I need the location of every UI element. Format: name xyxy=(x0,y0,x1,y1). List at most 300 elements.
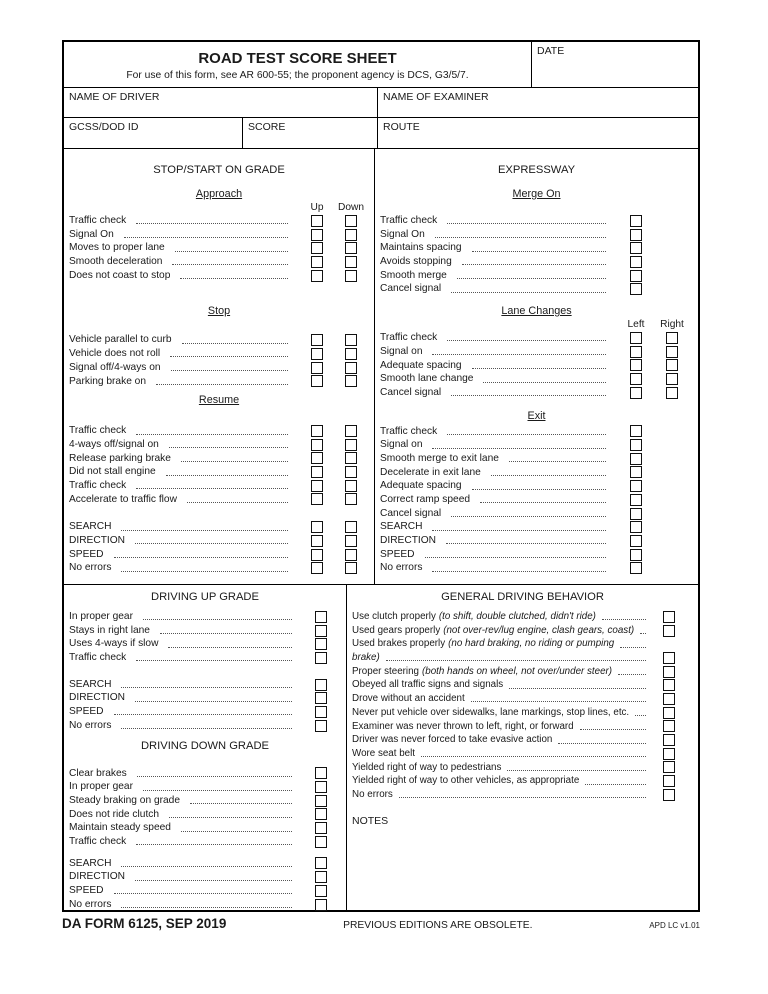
checkbox-down[interactable] xyxy=(345,493,357,505)
checkbox-slot xyxy=(334,229,368,241)
checkbox-slot xyxy=(334,466,368,478)
checkbox[interactable] xyxy=(630,439,642,451)
checkbox-slot xyxy=(304,679,338,691)
checkbox[interactable] xyxy=(315,767,327,779)
item-text: No errors xyxy=(352,788,393,800)
item-label: SEARCH xyxy=(69,678,112,690)
section-title: EXPRESSWAY xyxy=(497,164,576,176)
dotted-leader xyxy=(135,543,288,544)
item-label: Uses 4-ways if slow xyxy=(69,638,159,650)
item-label: Signal On xyxy=(69,228,114,240)
item-label: SPEED xyxy=(69,706,104,718)
checkbox-slot xyxy=(300,521,334,533)
dotted-leader xyxy=(580,729,646,730)
notes-area[interactable] xyxy=(347,828,698,912)
checkbox-slot xyxy=(334,425,368,437)
checkbox-down[interactable] xyxy=(345,562,357,574)
item-label: SPEED xyxy=(380,548,415,560)
item-label: Does not coast to stop xyxy=(69,269,171,281)
checkbox-right[interactable] xyxy=(666,346,678,358)
checkbox-up[interactable] xyxy=(311,521,323,533)
checkbox-up[interactable] xyxy=(311,242,323,254)
checklist-row xyxy=(64,884,346,898)
dotted-leader xyxy=(114,893,292,894)
checkbox-slot xyxy=(618,480,654,492)
checkbox-down[interactable] xyxy=(345,362,357,374)
checkbox-left[interactable] xyxy=(630,332,642,344)
item-label: Clear brakes xyxy=(69,767,127,779)
checkbox[interactable] xyxy=(315,885,327,897)
checkbox-slot xyxy=(304,692,338,704)
dotted-leader xyxy=(135,701,292,702)
dotted-leader xyxy=(471,701,646,702)
checklist-row xyxy=(64,624,346,638)
checkbox-slot xyxy=(618,466,654,478)
checkbox[interactable] xyxy=(663,693,675,705)
checkbox-down[interactable] xyxy=(345,270,357,282)
checkbox[interactable] xyxy=(663,761,675,773)
checklist-row xyxy=(375,282,698,296)
checkbox[interactable] xyxy=(315,679,327,691)
section-general-driving-behavior xyxy=(347,585,698,911)
checkbox-slot xyxy=(300,439,334,451)
item-label xyxy=(352,747,415,761)
form-number: DA FORM 6125, SEP 2019 xyxy=(62,916,227,931)
checklist-row xyxy=(375,372,698,386)
dotted-leader xyxy=(432,530,606,531)
checklist-row xyxy=(375,479,698,493)
checklist-row xyxy=(64,691,346,705)
checkbox-slot xyxy=(334,270,368,282)
checklist-row xyxy=(64,534,374,548)
item-label: Traffic check xyxy=(380,215,438,226)
item-text: Used gears properly xyxy=(352,624,441,636)
checklist-row xyxy=(375,345,698,359)
checkbox-slot xyxy=(618,453,654,465)
checkbox[interactable] xyxy=(315,899,327,911)
item-label: SPEED xyxy=(69,885,104,896)
item-label: DIRECTION xyxy=(380,535,437,547)
checkbox-up[interactable] xyxy=(311,375,323,387)
dotted-leader xyxy=(602,619,646,620)
examiner-name-label: NAME OF EXAMINER xyxy=(383,91,489,103)
checkbox-slot xyxy=(334,535,368,547)
checkbox[interactable] xyxy=(663,734,675,746)
checklist-row xyxy=(64,898,346,912)
checkbox-slot xyxy=(304,836,338,848)
checkbox-slot xyxy=(618,439,654,451)
checkbox[interactable] xyxy=(315,822,327,834)
checkbox[interactable] xyxy=(315,781,327,793)
checkbox-down[interactable] xyxy=(345,535,357,547)
checkbox[interactable] xyxy=(315,652,327,664)
item-label: Does not ride clutch xyxy=(69,808,160,820)
checkbox[interactable] xyxy=(315,720,327,732)
checkbox[interactable] xyxy=(663,679,675,691)
checkbox[interactable] xyxy=(630,535,642,547)
dotted-leader xyxy=(451,516,606,517)
checkbox-down[interactable] xyxy=(345,215,357,227)
checkbox-slot xyxy=(618,270,654,282)
checkbox[interactable] xyxy=(315,836,327,848)
item-label: SEARCH xyxy=(69,521,112,533)
checkbox-up[interactable] xyxy=(311,270,323,282)
dotted-leader xyxy=(181,831,292,832)
checkbox-slot xyxy=(300,562,334,574)
checkbox-slot xyxy=(300,549,334,561)
item-label: Smooth merge xyxy=(380,269,447,281)
dotted-leader xyxy=(620,647,646,648)
checkbox-down[interactable] xyxy=(345,439,357,451)
dotted-leader xyxy=(558,743,646,744)
checkbox-right[interactable] xyxy=(666,387,678,399)
checklist-row xyxy=(375,425,698,439)
checkbox-up[interactable] xyxy=(311,562,323,574)
checkbox[interactable] xyxy=(663,720,675,732)
checklist-row xyxy=(64,479,374,493)
checkbox-slot xyxy=(652,775,686,787)
dotted-leader xyxy=(432,448,606,449)
checkbox-slot xyxy=(304,795,338,807)
column-headers xyxy=(64,201,374,214)
group-heading: Merge On xyxy=(512,188,561,200)
checklist-row xyxy=(347,651,698,665)
item-label: Signal on xyxy=(380,439,423,451)
gcss-dod-id-field[interactable] xyxy=(64,118,242,148)
dotted-leader xyxy=(169,447,288,448)
item-text-italic: (not over-rev/lug engine, clash gears, coast) xyxy=(443,624,635,636)
checkbox[interactable] xyxy=(630,425,642,437)
road-test-form xyxy=(62,40,700,912)
dotted-leader xyxy=(447,223,606,224)
dotted-leader xyxy=(121,728,292,729)
dotted-leader xyxy=(121,571,288,572)
item-text: Use clutch properly xyxy=(352,611,436,622)
checkbox-slot xyxy=(654,387,690,399)
dotted-leader xyxy=(166,475,288,476)
checkbox[interactable] xyxy=(663,652,675,664)
checkbox[interactable] xyxy=(630,480,642,492)
checkbox-slot xyxy=(652,707,686,719)
dotted-leader xyxy=(156,384,288,385)
checklist-row xyxy=(64,214,374,228)
checkbox-slot xyxy=(300,348,334,360)
date-field[interactable] xyxy=(531,42,698,87)
examiner-name-field[interactable] xyxy=(377,88,698,117)
route-label: ROUTE xyxy=(383,121,420,133)
checkbox-up[interactable] xyxy=(311,348,323,360)
checkbox-slot xyxy=(334,549,368,561)
checklist-row xyxy=(64,424,374,438)
checklist-row xyxy=(64,719,346,733)
checkbox-down[interactable] xyxy=(345,348,357,360)
date-label: DATE xyxy=(537,45,565,57)
checkbox-slot xyxy=(300,270,334,282)
checkbox-slot xyxy=(300,256,334,268)
checkbox-right[interactable] xyxy=(666,373,678,385)
checkbox-slot xyxy=(300,375,334,387)
checkbox[interactable] xyxy=(663,707,675,719)
item-text: Never put vehicle over sidewalks, lane markings, stop lines, etc. xyxy=(352,706,630,718)
checkbox-up[interactable] xyxy=(311,215,323,227)
checkbox[interactable] xyxy=(315,795,327,807)
checkbox-up[interactable] xyxy=(311,466,323,478)
checkbox-slot xyxy=(652,789,686,801)
checklist-row xyxy=(347,720,698,734)
checkbox-left[interactable] xyxy=(630,373,642,385)
checkbox[interactable] xyxy=(663,611,675,623)
checkbox-up[interactable] xyxy=(311,229,323,241)
checkbox-slot xyxy=(618,256,654,268)
item-text-italic: (to shift, double clutched, didn't ride) xyxy=(438,611,596,622)
item-label: Signal off/4-ways on xyxy=(69,361,161,373)
checkbox-slot xyxy=(618,508,654,520)
checklist-row xyxy=(347,692,698,706)
driver-name-field[interactable] xyxy=(64,88,377,117)
checkbox-slot xyxy=(652,625,686,637)
item-label: In proper gear xyxy=(69,611,133,622)
checkbox[interactable] xyxy=(315,692,327,704)
checkbox-right[interactable] xyxy=(666,359,678,371)
checklist-row xyxy=(64,870,346,884)
checkbox[interactable] xyxy=(630,549,642,561)
route-field[interactable] xyxy=(377,118,698,148)
dotted-leader xyxy=(462,264,606,265)
item-text-italic: (both hands on wheel, not over/under steer) xyxy=(421,665,613,677)
dotted-leader xyxy=(399,797,646,798)
item-label: No errors xyxy=(380,562,423,574)
checkbox-slot xyxy=(300,242,334,254)
checkbox-up[interactable] xyxy=(311,493,323,505)
checkbox-slot xyxy=(652,761,686,773)
checkbox-slot xyxy=(618,562,654,574)
checkbox[interactable] xyxy=(630,256,642,268)
checkbox[interactable] xyxy=(630,270,642,282)
checkbox-slot xyxy=(334,452,368,464)
dotted-leader xyxy=(160,633,292,634)
checkbox[interactable] xyxy=(315,857,327,869)
bottom-body xyxy=(64,585,698,911)
checkbox-slot xyxy=(618,332,654,344)
checkbox-slot xyxy=(304,857,338,869)
dotted-leader xyxy=(169,817,292,818)
checkbox-left[interactable] xyxy=(630,346,642,358)
checkbox-slot xyxy=(334,493,368,505)
item-label xyxy=(352,692,465,706)
checkbox-slot xyxy=(618,229,654,241)
checkbox[interactable] xyxy=(630,215,642,227)
form-footer xyxy=(62,916,700,931)
checkbox-up[interactable] xyxy=(311,549,323,561)
checkbox-slot xyxy=(654,346,690,358)
checkbox[interactable] xyxy=(630,508,642,520)
checklist-row xyxy=(375,331,698,345)
checkbox-down[interactable] xyxy=(345,549,357,561)
score-field[interactable] xyxy=(242,118,377,148)
checkbox[interactable] xyxy=(630,242,642,254)
dotted-leader xyxy=(425,557,606,558)
item-label: Smooth lane change xyxy=(380,373,474,385)
checklist-row xyxy=(64,651,346,665)
item-label: DIRECTION xyxy=(69,692,126,704)
checklist-row xyxy=(64,452,374,466)
checklist-row xyxy=(64,465,374,479)
checkbox-slot xyxy=(300,425,334,437)
checkbox-down[interactable] xyxy=(345,452,357,464)
checkbox-up[interactable] xyxy=(311,480,323,492)
id-score-route-row xyxy=(64,118,698,149)
checklist-row xyxy=(64,610,346,624)
item-label xyxy=(352,678,503,692)
section-stop-start-on-grade xyxy=(64,149,375,584)
checkbox[interactable] xyxy=(663,625,675,637)
checkbox[interactable] xyxy=(630,494,642,506)
checkbox-slot xyxy=(652,666,686,678)
item-text: Obeyed all traffic signs and signals xyxy=(352,679,504,691)
checkbox-slot xyxy=(334,256,368,268)
checkbox[interactable] xyxy=(630,229,642,241)
checklist-row xyxy=(64,705,346,719)
checklist-row xyxy=(64,780,346,794)
checkbox-down[interactable] xyxy=(345,375,357,387)
checkbox-down[interactable] xyxy=(345,521,357,533)
dotted-leader xyxy=(432,571,606,572)
dotted-leader xyxy=(137,776,292,777)
checkbox-right[interactable] xyxy=(666,332,678,344)
checkbox[interactable] xyxy=(315,625,327,637)
checklist-row xyxy=(375,359,698,373)
checkbox[interactable] xyxy=(630,453,642,465)
checkbox[interactable] xyxy=(663,789,675,801)
item-label: Decelerate in exit lane xyxy=(380,466,481,478)
dotted-leader xyxy=(121,530,288,531)
version-stamp: APD LC v1.01 xyxy=(649,921,700,930)
checkbox-down[interactable] xyxy=(345,466,357,478)
item-label: DIRECTION xyxy=(69,535,126,546)
checkbox-down[interactable] xyxy=(345,242,357,254)
checkbox-slot xyxy=(300,466,334,478)
checklist-row xyxy=(64,438,374,452)
checklist-row xyxy=(64,241,374,255)
checkbox[interactable] xyxy=(663,748,675,760)
checkbox[interactable] xyxy=(315,871,327,883)
dotted-leader xyxy=(168,647,292,648)
checkbox[interactable] xyxy=(315,808,327,820)
item-label xyxy=(352,788,393,802)
checkbox-down[interactable] xyxy=(345,425,357,437)
dotted-leader xyxy=(171,370,288,371)
dotted-leader xyxy=(509,688,646,689)
checkbox-slot xyxy=(304,720,338,732)
checklist-row xyxy=(64,493,374,507)
checkbox-up[interactable] xyxy=(311,439,323,451)
dotted-leader xyxy=(136,223,288,224)
checkbox-slot xyxy=(652,611,686,623)
checkbox-slot xyxy=(300,229,334,241)
column-header: Down xyxy=(337,202,365,213)
checkbox-slot xyxy=(304,808,338,820)
checklist-row xyxy=(64,678,346,692)
checklist-row xyxy=(375,241,698,255)
checkbox-slot xyxy=(618,242,654,254)
checklist-row xyxy=(375,507,698,521)
item-label: Traffic check xyxy=(380,332,438,344)
item-text: Proper steering xyxy=(352,665,419,677)
item-label: SEARCH xyxy=(69,857,112,869)
checklist-row xyxy=(64,637,346,651)
dotted-leader xyxy=(121,687,292,688)
checkbox-up[interactable] xyxy=(311,452,323,464)
dotted-leader xyxy=(635,715,646,716)
checklist-row xyxy=(347,761,698,775)
dotted-leader xyxy=(136,660,292,661)
checkbox[interactable] xyxy=(663,666,675,678)
checklist-row xyxy=(64,255,374,269)
dotted-leader xyxy=(187,502,288,503)
item-label xyxy=(352,774,579,788)
checkbox[interactable] xyxy=(663,775,675,787)
dotted-leader xyxy=(143,619,292,620)
name-row xyxy=(64,88,698,118)
checkbox-slot xyxy=(304,781,338,793)
checklist-row xyxy=(347,610,698,624)
item-label: Accelerate to traffic flow xyxy=(69,493,177,505)
checkbox[interactable] xyxy=(630,521,642,533)
checkbox-down[interactable] xyxy=(345,256,357,268)
checkbox-slot xyxy=(618,535,654,547)
checkbox-left[interactable] xyxy=(630,359,642,371)
section-title: GENERAL DRIVING BEHAVIOR xyxy=(441,591,604,603)
checkbox-slot xyxy=(334,334,368,346)
checkbox-slot xyxy=(618,521,654,533)
checkbox-up[interactable] xyxy=(311,535,323,547)
checkbox[interactable] xyxy=(315,638,327,650)
checkbox-slot xyxy=(618,346,654,358)
checkbox[interactable] xyxy=(630,283,642,295)
checkbox-slot xyxy=(618,373,654,385)
dotted-leader xyxy=(507,770,646,771)
checkbox-down[interactable] xyxy=(345,334,357,346)
checkbox[interactable] xyxy=(630,562,642,574)
checkbox-down[interactable] xyxy=(345,229,357,241)
item-label xyxy=(352,706,629,720)
checklist-row xyxy=(347,774,698,788)
checkbox[interactable] xyxy=(315,611,327,623)
checkbox[interactable] xyxy=(630,466,642,478)
checklist-row xyxy=(64,835,346,849)
dotted-leader xyxy=(114,557,288,558)
checkbox-up[interactable] xyxy=(311,334,323,346)
item-label xyxy=(352,624,634,638)
dotted-leader xyxy=(483,382,606,383)
item-text: Used brakes properly xyxy=(352,638,446,650)
item-label: SPEED xyxy=(69,548,104,560)
checklist-row xyxy=(347,665,698,679)
checkbox-left[interactable] xyxy=(630,387,642,399)
item-label: Moves to proper lane xyxy=(69,242,165,254)
checklist-row xyxy=(64,520,374,534)
checkbox-up[interactable] xyxy=(311,256,323,268)
checkbox-up[interactable] xyxy=(311,362,323,374)
checklist-row xyxy=(64,794,346,808)
item-label xyxy=(352,720,574,734)
checklist-row xyxy=(375,561,698,575)
checkbox-down[interactable] xyxy=(345,480,357,492)
checkbox[interactable] xyxy=(315,706,327,718)
checkbox-up[interactable] xyxy=(311,425,323,437)
item-label: Adequate spacing xyxy=(380,359,462,371)
item-label: Smooth deceleration xyxy=(69,256,163,268)
